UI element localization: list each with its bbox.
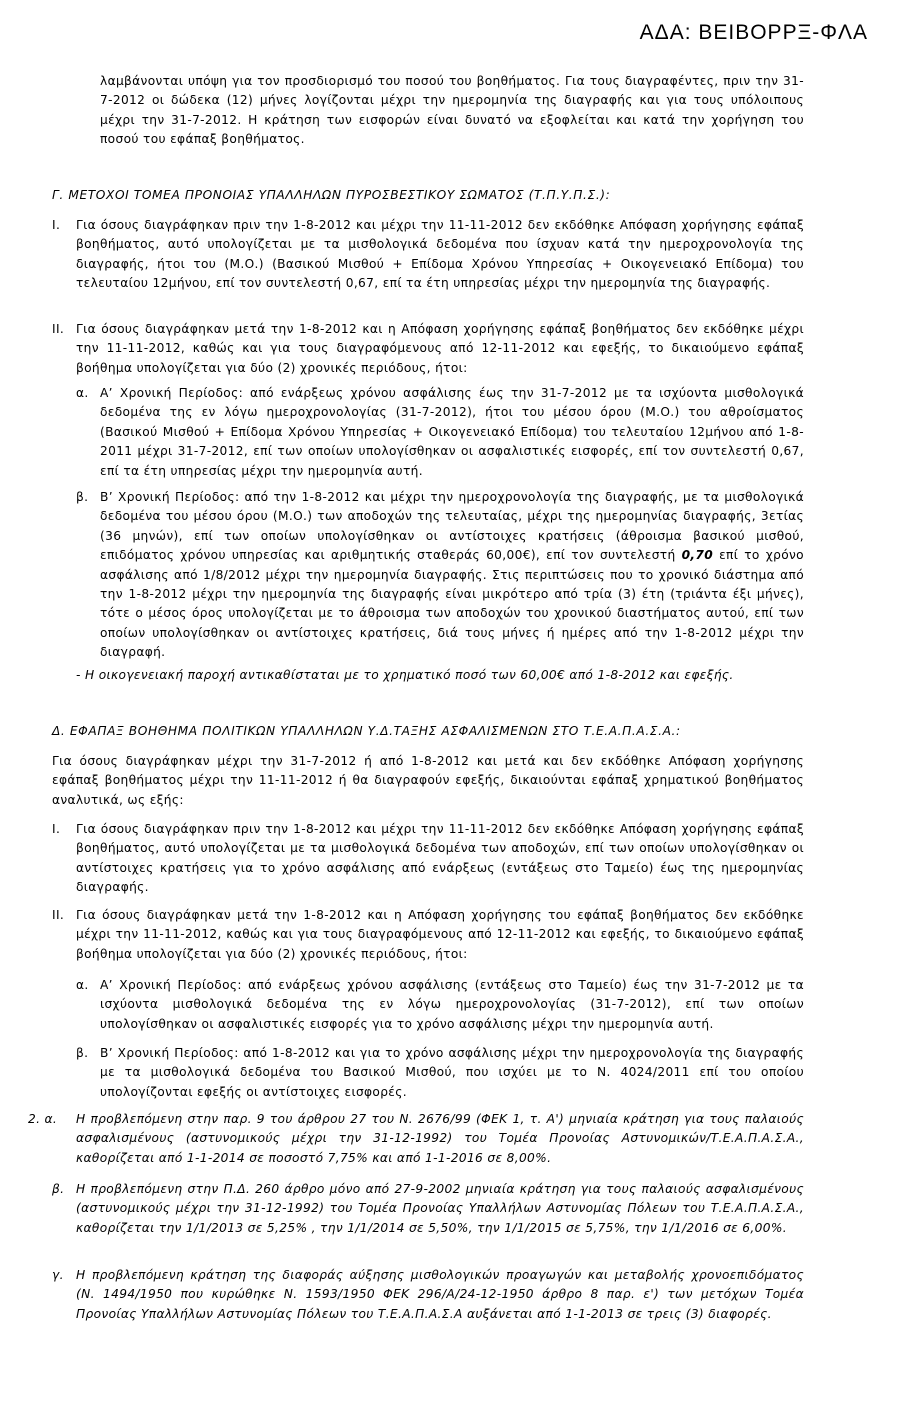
section-g-item1-text: Για όσους διαγράφηκαν πριν την 1-8-2012 και μέχρι την 11-11-2012 δεν εκδόθηκε Απόφαση χορήγησης εφάπαξ βοηθήματος, αυτό υπολογίζεται με τα μισθολογικά δεδομένα που ίσχυαν κατά την ημερoχρονολογία της διαγραφής, ήτοι του (Μ.Ο.) (Βασικού Μισθού + Επίδομα Χρόνου Υπηρεσίας + Οικογενειακό Επίδομα) του τελευταίου 12μήνου, επί τον συντελεστή 0,67, επί τα έτη υπηρεσίας μέχρι την ημερομηνία της διαγραφής. [76, 218, 804, 291]
section-d-item1-number: I. [52, 822, 61, 836]
section-g-a-text: Α’ Χρονική Περίοδος: από ενάρξεως χρόνου ασφάλισης έως την 31-7-2012 με τα ισχύοντα μισθολογικά δεδομένα της εν λόγω ημερoχρονολογίας (31-7-2012), ήτοι του μέσου όρου (Μ.Ο.) του αθροίσματος (Βασικού Μισθού + Επίδομα Χρόνου Υπηρεσίας + Οικογενειακό Επίδομα) του τελευταίου 12μήνου από 1-8-2011 μέχρι 31-7-2012, επί των οποίων υπολογίσθηκαν οι ασφαλιστικές εισφορές, επί τον συντελεστή 0,67, επί τα έτη υπηρεσίας μέχρι την ημερομηνία αυτή. [100, 386, 804, 478]
section-g-heading: Γ. ΜΕΤΟΧΟΙ ΤΟΜΕΑ ΠΡΟΝΟΙΑΣ ΥΠΑΛΛΗΛΩΝ ΠΥΡΟΣΒΕΣΤΙΚΟΥ ΣΩΜΑΤΟΣ (Τ.Π.Υ.Π.Σ.): [52, 188, 611, 202]
section-d-item2-text: Για όσους διαγράφηκαν μετά την 1-8-2012 και η Απόφαση χορήγησης του εφάπαξ βοηθήματος δεν εκδόθηκε μέχρι την 11-11-2012, καθώς και για τους διαγραφόμενους από 12-11-2012 και εφεξής, το δικαιούμενο εφάπαξ βοήθημα υπολογίζεται για δύο (2) χρονικές περιόδους, ήτοι: [76, 908, 804, 961]
ada-code: ΑΔΑ: ΒΕΙΒΟΡΡΞ-ΦΛΑ [639, 21, 868, 44]
intro-paragraph: λαμβάνονται υπόψη για τον προσδιορισμό του ποσού του βοηθήματος. Για τους διαγραφέντες, πριν την 31-7-2012 οι δώδεκα (12) μήνες λογίζονται μέχρι την ημερομηνία της διαγραφής και για τους υπόλοιπους μέχρι την 31-7-2012. Η κράτηση των εισφορών είναι δυνατό να εξοφλείται και κατά την χορήγηση του ποσού του εφάπαξ βοηθήματος. [100, 74, 804, 147]
section-g-b-text [100, 488, 804, 663]
section-d-b-text: Β’ Χρονική Περίοδος: από 1-8-2012 και για το χρόνο ασφάλισης μέχρι την ημερoχρονολογία της διαγραφής με τα μισθολογικά δεδομένα του Βασικού Μισθού, που ισχύει με το Ν. 4024/2011 επί του οποίου υπολογίζονται εφεξής οι αντίστοιχες εισφορές. [100, 1046, 804, 1099]
section-g-item1-number: I. [52, 218, 61, 232]
section-2-c-text: Η προβλεπόμενη κράτηση της διαφοράς αύξησης μισθολογικών προαγωγών και μεταβολής χρονοεπιδόματος (Ν. 1494/1950 που κυρώθηκε Ν. 1593/1950 ΦΕΚ 296/Α/24-12-1950 άρθρο 8 παρ. ε') των μετόχων Τομέα Προνοίας Υπαλλήλων Αστυνομίας Πόλεων του Τ.Ε.Α.Π.Α.Σ.Α αυξάνεται από 1-1-2013 σε τρεις (3) διαφορές. [76, 1268, 804, 1321]
section-g-note: - Η οικογενειακή παροχή αντικαθίσταται με το χρηματικό ποσό των 60,00€ από 1-8-2012 και εφεξής. [76, 668, 734, 682]
section-g-b-coefficient: 0,70 [681, 548, 714, 563]
section-g-a-number: α. [76, 386, 89, 400]
section-g-item2-number: II. [52, 322, 65, 336]
section-g-b-number: β. [76, 490, 89, 504]
section-2-a-number: 2. α. [28, 1112, 58, 1126]
section-d-heading: Δ. ΕΦΑΠΑΞ ΒΟΗΘΗΜΑ ΠΟΛΙΤΙΚΩΝ ΥΠΑΛΛΗΛΩΝ Υ.Δ.ΤΑΞΗΣ ΑΣΦΑΛΙΣΜΕΝΩΝ ΣΤΟ Τ.Ε.Α.Π.Α.Σ.Α.: [52, 724, 681, 738]
section-2-b-text: Η προβλεπόμενη στην Π.Δ. 260 άρθρο μόνο από 27-9-2002 μηνιαία κράτηση για τους παλαιούς ασφαλισμένους (αστυνομικούς μέχρι την 31-12-1992) του Τομέα Προνοίας Υπαλλήλων Αστυνομίας Πόλεων του Τ.Ε.Α.Π.Α.Σ.Α., καθορίζεται την 1/1/2013 σε 5,25% , την 1/1/2014 σε 5,50%, την 1/1/2015 σε 5,75%, την 1/1/2016 σε 6,00%. [76, 1182, 804, 1235]
section-g-b-text-part2: επί το χρόνο ασφάλισης από 1/8/2012 μέχρι την ημερομηνία διαγραφής. Στις περιπτώσεις που το χρονικό διάστημα από την 1-8-2012 μέχρι την ημερομηνία της διαγραφής είναι μικρότερο από τρία (3) έτη (τριάντα έξι μήνες), τότε ο μέσος όρος υπολογίζεται με το άθροισμα των αποδοχών του χρονικού διαστήματος αυτού, επί των οποίων υπολογίσθηκαν οι αντίστοιχες κρατήσεις, διά τους μήνες ή ημέρες από την 1-8-2012 μέχρι την διαγραφή. [100, 548, 804, 660]
section-d-a-text: Α’ Χρονική Περίοδος: από ενάρξεως χρόνου ασφάλισης (εντάξεως στο Ταμείο) έως την 31-7-2012 με τα ισχύοντα μισθολογικά δεδομένα της εν λόγω ημερoχρονολογίας (31-7-2012), επί των οποίων υπολογίσθηκαν οι ασφαλιστικές εισφορές για το χρόνο ασφάλισης μέχρι την ημερομηνία αυτή. [100, 978, 804, 1031]
section-d-item1-text: Για όσους διαγράφηκαν πριν την 1-8-2012 και μέχρι την 11-11-2012 δεν εκδόθηκε Απόφαση χορήγησης εφάπαξ βοηθήματος, αυτό υπολογίζεται με τα μισθολογικά δεδομένα των αποδοχών, επί των οποίων υπολογίσθηκαν οι αντίστοιχες κρατήσεις για το χρόνο ασφάλισης από ενάρξεως (εντάξεως στο Ταμείο) έως της ημερομηνίας διαγραφής. [76, 822, 804, 895]
section-2-c-number: γ. [52, 1268, 64, 1282]
section-g-item2-text: Για όσους διαγράφηκαν μετά την 1-8-2012 και η Απόφαση χορήγησης εφάπαξ βοηθήματος δεν εκδόθηκε μέχρι την 11-11-2012, καθώς και για τους διαγραφόμενους από 12-11-2012 και εφεξής, το δικαιούμενο εφάπαξ βοήθημα υπολογίζεται για δύο (2) χρονικές περιόδους, ήτοι: [76, 322, 804, 375]
section-d-a-number: α. [76, 978, 89, 992]
section-d-item2-number: II. [52, 908, 65, 922]
section-d-intro: Για όσους διαγράφηκαν μέχρι την 31-7-2012 ή από 1-8-2012 και μετά και δεν εκδόθηκε Απόφαση χορήγησης εφάπαξ βοηθήματος μέχρι την 11-11-2012 ή θα διαγραφούν εφεξής, δικαιούνται εφάπαξ χρηματικού βοηθήματος αναλυτικά, ως εξής: [52, 754, 804, 807]
section-2-a-text: Η προβλεπόμενη στην παρ. 9 του άρθρου 27 του Ν. 2676/99 (ΦΕΚ 1, τ. Α') μηνιαία κράτηση για τους παλαιούς ασφαλισμένους (αστυνομικούς μέχρι την 31-12-1992) του Τομέα Προνοίας Αστυνομικών/Τ.Ε.Α.Π.Α.Σ.Α., καθορίζεται από 1-1-2014 σε ποσοστό 7,75% και από 1-1-2016 σε 8,00%. [76, 1112, 804, 1165]
section-g-b-text-part1: Β’ Χρονική Περίοδος: από την 1-8-2012 και μέχρι την ημερoχρονολογία της διαγραφής, με τα μισθολογικά δεδομένα του μέσου όρου (Μ.Ο.) των αποδοχών της τελευταίας, μέχρι της ημερομηνίας διαγραφής, 3ετίας (36 μηνών), επί των οποίων υπολογίσθηκαν οι αντίστοιχες κρατήσεις (άθροισμα βασικού μισθού, επιδόματος χρόνου υπηρεσίας και αριθμητικής σταθεράς 60,00€), επί τον συντελεστή [100, 490, 804, 563]
section-2-b-number: β. [52, 1182, 65, 1196]
section-d-b-number: β. [76, 1046, 89, 1060]
